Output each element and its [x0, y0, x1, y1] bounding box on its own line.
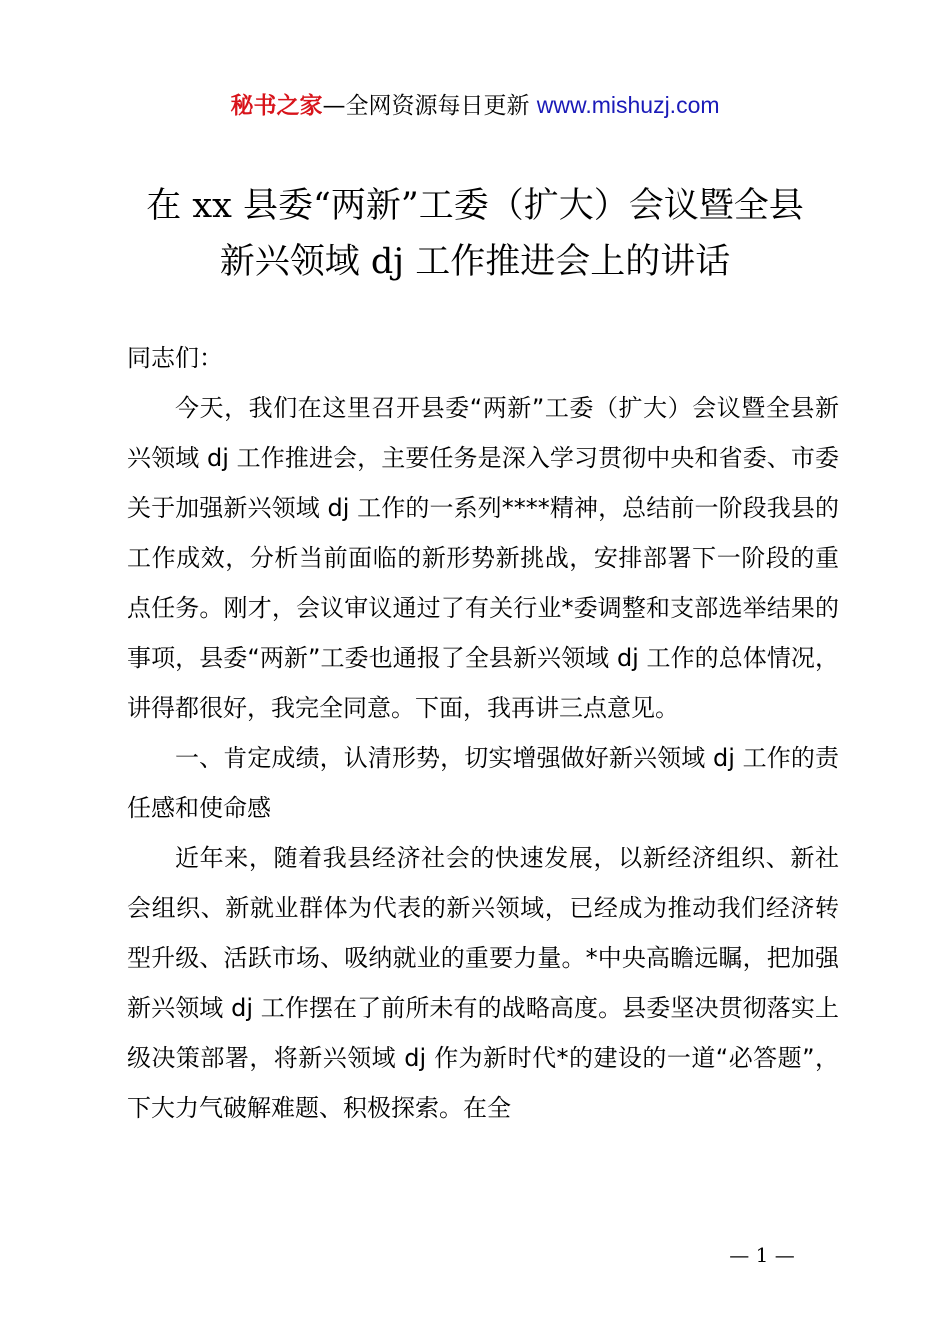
paragraph-section-1: 近年来，随着我县经济社会的快速发展，以新经济组织、新社会组织、新就业群体为代表的新兴领域，已经成为推动我们经济转型升级、活跃市场、吸纳就业的重要力量。*中央高瞻远瞩，把加强新兴领域 dj 工作摆在了前所未有的战略高度。县委坚决贯彻落实上级决策部署，将新兴领域 dj 作为新时代*的建设的一道“必答题”，下大力气破解难题、积极探索。在全	[127, 844, 839, 1122]
salutation: 同志们：	[127, 344, 223, 372]
page-number: — 1 —	[729, 1243, 795, 1267]
title-line-1: 在 xx 县委“两新”工委（扩大）会议暨全县	[146, 186, 804, 226]
website-link[interactable]: www.mishuzj.com	[536, 92, 720, 118]
title-line-2: 新兴领域 dj 工作推进会上的讲话	[219, 242, 731, 282]
document-body	[127, 333, 839, 1133]
header-tagline: —全网资源每日更新	[322, 93, 537, 119]
paragraph-intro: 今天，我们在这里召开县委“两新”工委（扩大）会议暨全县新兴领域 dj 工作推进会，主要任务是深入学习贯彻中央和省委、市委关于加强新兴领域 dj 工作的一系列****精神，总结前一阶段我县的工作成效，分析当前面临的新形势新挑战，安排部署下一阶段的重点任务。刚才，会议审议通过了有关行业*委调整和支部选举结果的事项，县委“两新”工委也通报了全县新兴领域 dj 工作的总体情况，讲得都很好，我完全同意。下面，我再讲三点意见。	[127, 394, 839, 722]
site-header	[0, 88, 950, 123]
document-title	[70, 178, 880, 290]
brand-name: 秘书之家	[230, 93, 323, 119]
section-heading-1: 一、肯定成绩，认清形势，切实增强做好新兴领域 dj 工作的责任感和使命感	[127, 744, 839, 822]
